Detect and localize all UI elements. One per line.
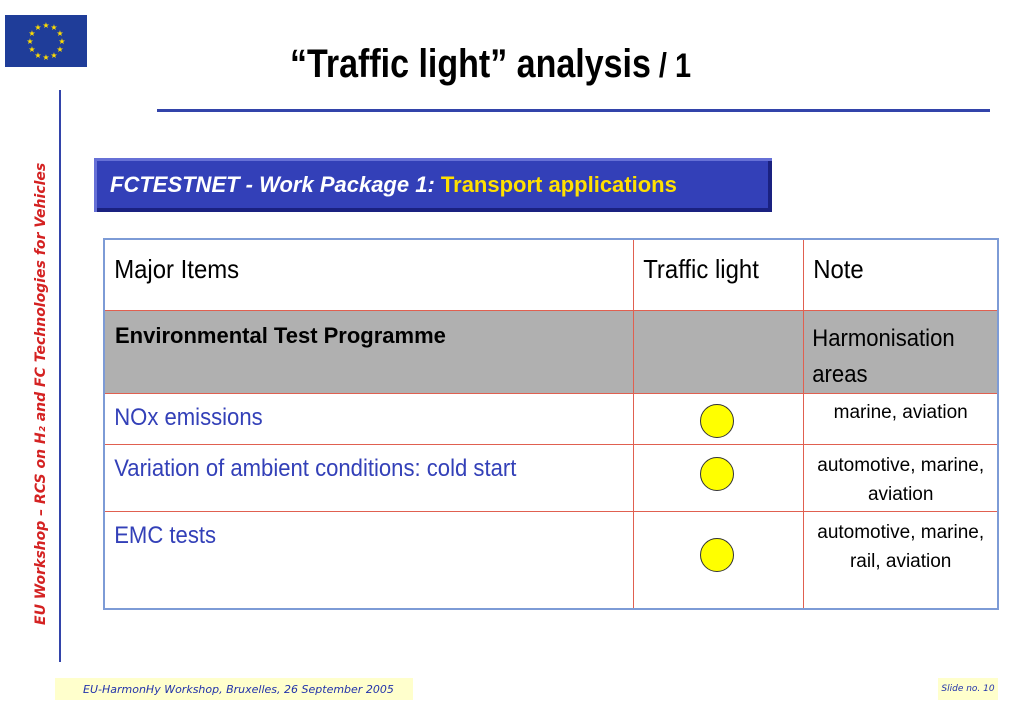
svg-text:★: ★ <box>50 23 58 32</box>
row-note <box>804 394 998 445</box>
row-note <box>804 512 998 610</box>
row-light <box>633 445 804 512</box>
svg-text:★: ★ <box>42 21 50 30</box>
row-item <box>104 445 633 512</box>
slide-number: Slide no. 10 <box>938 678 998 700</box>
svg-text:★: ★ <box>26 37 34 46</box>
svg-text:★: ★ <box>58 37 66 46</box>
slide-title <box>290 42 766 87</box>
svg-text:★: ★ <box>28 29 36 38</box>
section-row <box>104 311 998 394</box>
table-row <box>104 445 998 512</box>
work-package-banner <box>94 158 772 212</box>
header-major-items <box>104 239 633 311</box>
svg-text:★: ★ <box>56 45 64 54</box>
table-row <box>104 512 998 610</box>
row-item-label: Variation of ambient conditions: cold start <box>114 455 517 482</box>
section-note-label: Harmonisation areas <box>812 325 956 388</box>
svg-text:★: ★ <box>34 51 42 60</box>
row-note-label: marine, aviation <box>833 402 968 423</box>
row-item-label: NOx emissions <box>114 404 263 431</box>
title-divider <box>157 109 990 112</box>
row-note <box>804 445 998 512</box>
section-light <box>633 311 804 394</box>
svg-text:★: ★ <box>50 51 58 60</box>
traffic-light-yellow-icon <box>700 538 734 572</box>
header-label: Traffic light <box>643 254 759 284</box>
row-light <box>633 512 804 610</box>
slide-title-main: “Traffic light” analysis <box>290 42 651 86</box>
row-light <box>633 394 804 445</box>
side-caption: EU Workshop – RCS on H₂ and FC Technologies for Vehicles <box>33 162 49 625</box>
banner-highlight: Transport applications <box>440 172 677 197</box>
svg-text:★: ★ <box>56 29 64 38</box>
slide-title-suffix: / 1 <box>650 47 692 85</box>
traffic-light-table <box>103 238 999 610</box>
row-item <box>104 512 633 610</box>
svg-text:★: ★ <box>42 53 50 62</box>
section-item-label: Environmental Test Programme <box>115 323 446 348</box>
footer-event: EU-HarmonHy Workshop, Bruxelles, 26 September 2005 <box>55 678 413 700</box>
traffic-light-yellow-icon <box>700 457 734 491</box>
row-note-label: automotive, marine, aviation <box>817 455 985 505</box>
traffic-light-yellow-icon <box>700 404 734 438</box>
svg-text:★: ★ <box>34 23 42 32</box>
header-traffic-light <box>633 239 804 311</box>
row-note-label: automotive, marine, rail, aviation <box>817 522 985 572</box>
banner-prefix: FCTESTNET - Work Package 1: <box>110 172 441 197</box>
header-note <box>804 239 998 311</box>
table-header-row <box>104 239 998 311</box>
header-label: Major Items <box>114 254 240 284</box>
eu-flag-icon <box>5 15 87 67</box>
svg-text:★: ★ <box>28 45 36 54</box>
side-divider <box>59 90 61 662</box>
header-label: Note <box>813 254 865 284</box>
section-item <box>104 311 633 394</box>
row-item <box>104 394 633 445</box>
row-item-label: EMC tests <box>114 522 217 549</box>
table-row <box>104 394 998 445</box>
section-note <box>804 311 998 394</box>
